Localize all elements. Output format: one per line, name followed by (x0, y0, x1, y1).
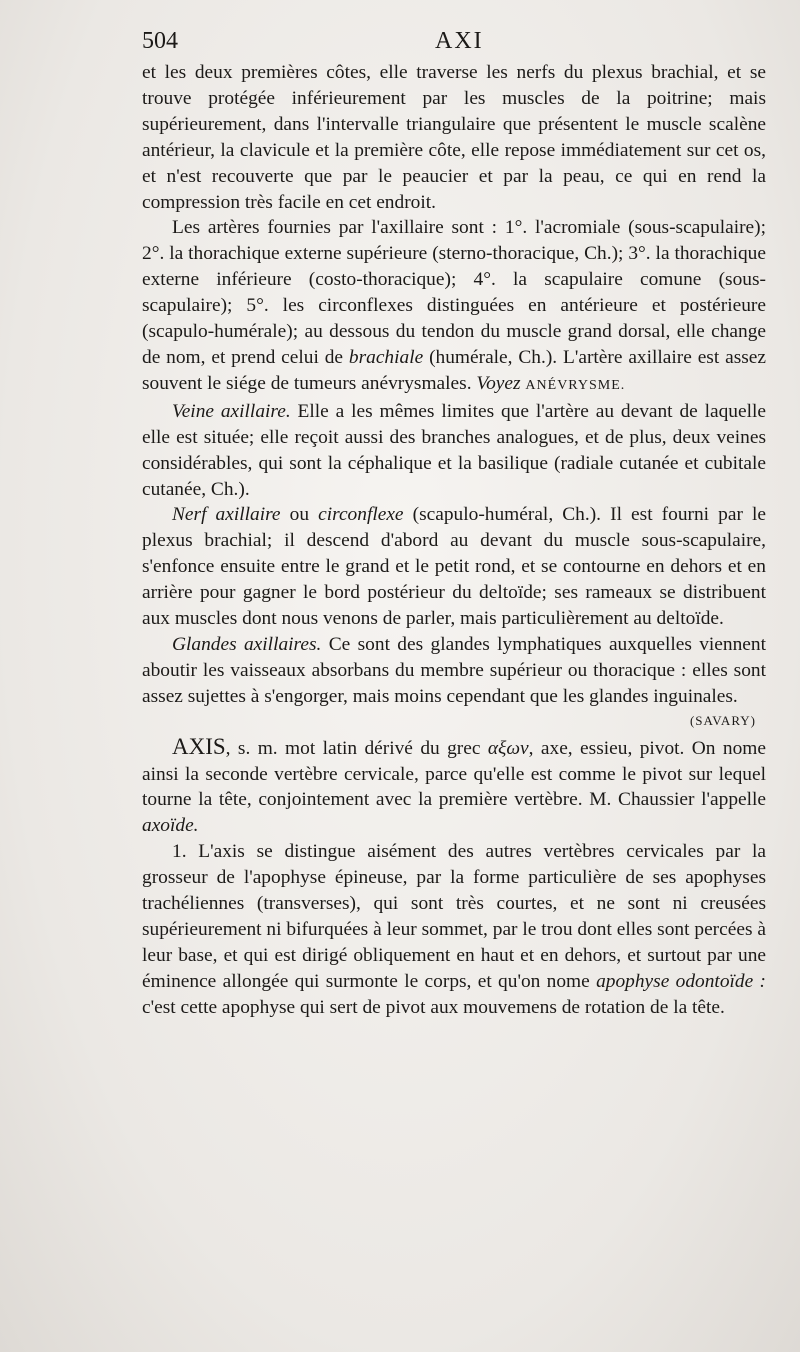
term-circonflexe: circonflexe (318, 504, 404, 526)
paragraph-glandes-axillaires: Glandes axillaires. Ce sont des glandes lymphatiques auxquelles viennent aboutir les vaisseaux absorbans du membre supérieur ou thoracique : elles sont assez sujettes à s'engorger, mais moins cependant que les glandes inguinales. (142, 633, 766, 707)
term-nerf-axillaire: Nerf axillaire (172, 504, 281, 526)
paragraph-nerf-axillaire: Nerf axillaire ou circonflexe (scapulo-huméral, Ch.). Il est fourni par le plexus brachial; il descend d'abord au devant du muscle sous-scapulaire, s'enfonce ensuite entre le grand et le petit rond, et se contourne en dehors et en arrière pour gagner le bord postérieur du deltoïde; ses rameaux se distribuent aux muscles dont nous venons de parler, mais particulièrement au deltoïde. (142, 504, 766, 630)
headword-axis: AXIS (172, 733, 226, 759)
paragraph-veine-axillaire: Veine axillaire. Elle a les mêmes limites que l'artère au devant de laquelle elle est située; elle reçoit aussi des branches analogues, et de plus, deux veines considérables, qui sont la céphalique et la basilique (radiale cutanée et cubitale cutanée, Ch.). (142, 400, 766, 500)
entry-axis: AXIS, s. m. mot latin dérivé du grec αξων, axe, essieu, pivot. On nome ainsi la seconde vertèbre cervicale, parce qu'elle est comme le pivot sur lequel tourne la tête, conjointement avec la première vertèbre. M. Chaussier l'appelle axoïde. (142, 733, 766, 837)
term-glandes-axillaires: Glandes axillaires. (172, 633, 322, 655)
paragraph-axis-description: 1. L'axis se distingue aisément des autres vertèbres cervicales par la grosseur de l'apophyse épineuse, par la forme particulière de ses apophyses trachéliennes (transverses), qui sont très courtes, et ne sont ni creusées supérieurement ni bifurquées à leur sommet, par le trou dont elles sont percées à leur base, et qui est dirigé obliquement en haut et en dehors, et surtout par une éminence allongée qui surmonte le corps, et qu'on nome apophyse odontoïde : c'est cette apophyse qui sert de pivot aux mouvemens de rotation de la tête. (142, 841, 766, 1018)
paragraph-artery-branches: Les artères fournies par l'axillaire sont : 1°. l'acromiale (sous-scapulaire); 2°. la thorachique externe supérieure (sterno-thoracique, Ch.); 3°. la thorachique externe inférieure (costo-thoracique); 4°. la scapulaire comune (sous-scapulaire); 5°. les circonflexes distinguées en antérieure et postérieure (scapulo-humérale); au dessous du tendon du muscle grand dorsal, elle change de nom, et prend celui de brachiale (humérale, Ch.). L'artère axillaire est assez souvent le siége de tumeurs anévrysmales. Voyez ANÉVRYSME. (142, 217, 766, 394)
greek-word: αξων (487, 737, 529, 759)
paragraph-artery-course: et les deux premières côtes, elle traverse les nerfs du plexus brachial, et se trouve protégée inférieurement par les muscles de la poitrine; mais supérieurement, dans l'intervalle triangulaire que présentent le muscle scalène antérieur, la clavicule et la première côte, elle repose immédiatement sur cet os, et n'est recouverte que par le peaucier et par la peau, ce qui en rend la compression très facile en cet endroit. (142, 62, 766, 213)
page-number: 504 (142, 28, 178, 54)
running-head: AXI (435, 28, 484, 54)
term-veine-axillaire: Veine axillaire. (172, 400, 291, 422)
author-signature: (SAVARY) (689, 712, 756, 728)
term-brachiale: brachiale (348, 346, 424, 368)
body-text (142, 60, 766, 1021)
page-header (142, 28, 762, 58)
term-apophyse-odontoide: apophyse odontoïde : (596, 970, 766, 992)
voyez-label: Voyez (476, 372, 521, 394)
cross-reference: ANÉVRYSME. (525, 377, 626, 393)
term-axoide: axoïde. (142, 815, 199, 837)
